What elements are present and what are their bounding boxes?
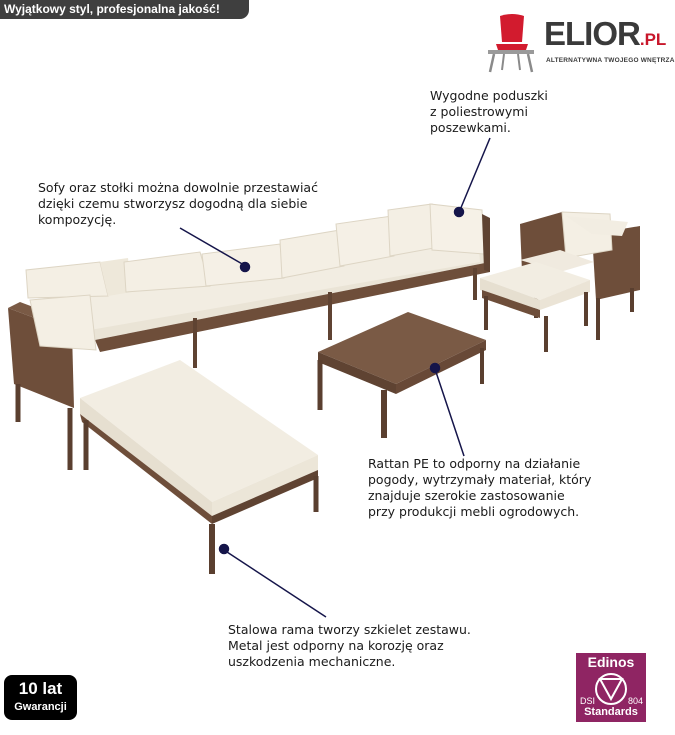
logo-tagline: ALTERNATYWNA TWOJEGO WNĘTRZA bbox=[546, 57, 675, 64]
sofa-pointer-dot bbox=[241, 263, 250, 272]
edinos-number: 804 bbox=[627, 696, 643, 706]
warranty-label: Gwarancji bbox=[14, 701, 67, 713]
banner-text: Wyjątkowy styl, profesjonalna jakość! bbox=[4, 2, 220, 16]
frame-pointer-dot bbox=[220, 545, 229, 554]
corner-armrest bbox=[8, 295, 96, 470]
rattan-pointer-dot bbox=[431, 364, 440, 373]
cushion-pointer-dot bbox=[455, 208, 464, 217]
annotation-sofa-arrangement: Sofy oraz stołki można dowolnie przestawiać dzięki czemu stworzysz dogodną dla siebie kompozycję. bbox=[38, 180, 318, 227]
edinos-name: Edinos bbox=[587, 654, 635, 670]
edinos-dsi: DSI bbox=[580, 696, 596, 706]
ottoman bbox=[480, 262, 590, 352]
annotation-rattan: Rattan PE to odporny na działanie pogody, wytrzymały materiał, który znajduje szerokie zastosowanie przy produkcji mebli ogrodowych. bbox=[368, 456, 592, 519]
annotation-steel-frame: Stalowa rama tworzy szkielet zestawu. Metal jest odporny na korozję oraz uszkodzenia mechaniczne. bbox=[228, 622, 471, 669]
edinos-standards: Standards bbox=[584, 706, 638, 718]
coffee-table bbox=[318, 312, 486, 438]
warranty-years: 10 lat bbox=[18, 679, 63, 698]
edinos-badge bbox=[576, 653, 646, 722]
warranty-badge bbox=[4, 675, 77, 720]
annotation-cushions: Wygodne poduszki z poliestrowymi poszewkami. bbox=[430, 88, 548, 135]
logo-wordmark: ELIOR.PL bbox=[544, 15, 667, 52]
chaise-lounge bbox=[80, 360, 318, 574]
